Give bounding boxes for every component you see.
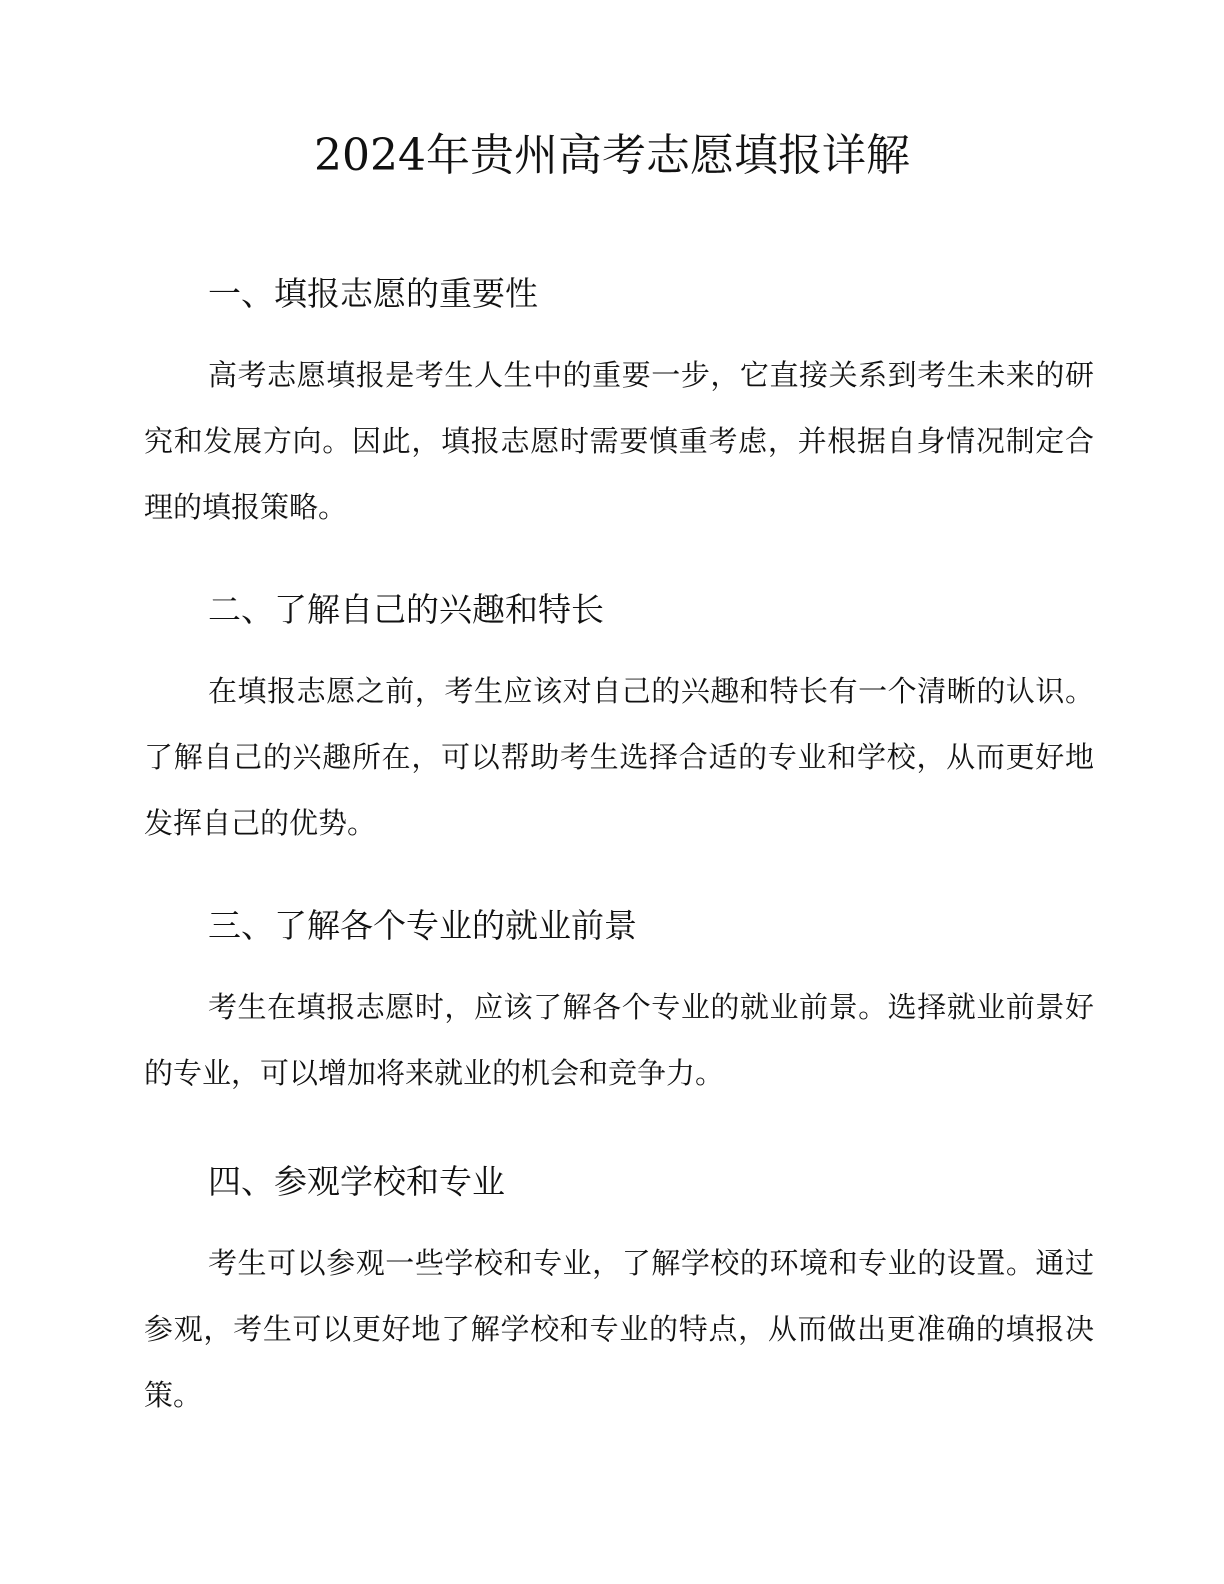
section-paragraph: 考生可以参观一些学校和专业，了解学校的环境和专业的设置。通过参观，考生可以更好地了解学校和专业的特点，从而做出更准确的填报决策。	[144, 1246, 1094, 1412]
section-paragraph: 高考志愿填报是考生人生中的重要一步，它直接关系到考生未来的研究和发展方向。因此，填报志愿时需要慎重考虑，并根据自身情况制定合理的填报策略。	[144, 358, 1094, 524]
section-paragraph: 在填报志愿之前，考生应该对自己的兴趣和特长有一个清晰的认识。了解自己的兴趣所在，可以帮助考生选择合适的专业和学校，从而更好地发挥自己的优势。	[144, 674, 1094, 840]
section-interests	[144, 588, 1094, 856]
section-importance	[144, 272, 1094, 540]
section-heading: 二、了解自己的兴趣和特长	[208, 590, 604, 629]
section-paragraph: 考生在填报志愿时，应该了解各个专业的就业前景。选择就业前景好的专业，可以增加将来就业的机会和竞争力。	[144, 990, 1094, 1090]
document-title: 2024年贵州高考志愿填报详解	[314, 130, 910, 181]
section-heading: 四、参观学校和专业	[208, 1162, 505, 1201]
section-visit	[144, 1160, 1094, 1428]
section-employment	[144, 904, 1094, 1106]
section-heading: 三、了解各个专业的就业前景	[208, 906, 637, 945]
section-heading: 一、填报志愿的重要性	[208, 274, 538, 313]
